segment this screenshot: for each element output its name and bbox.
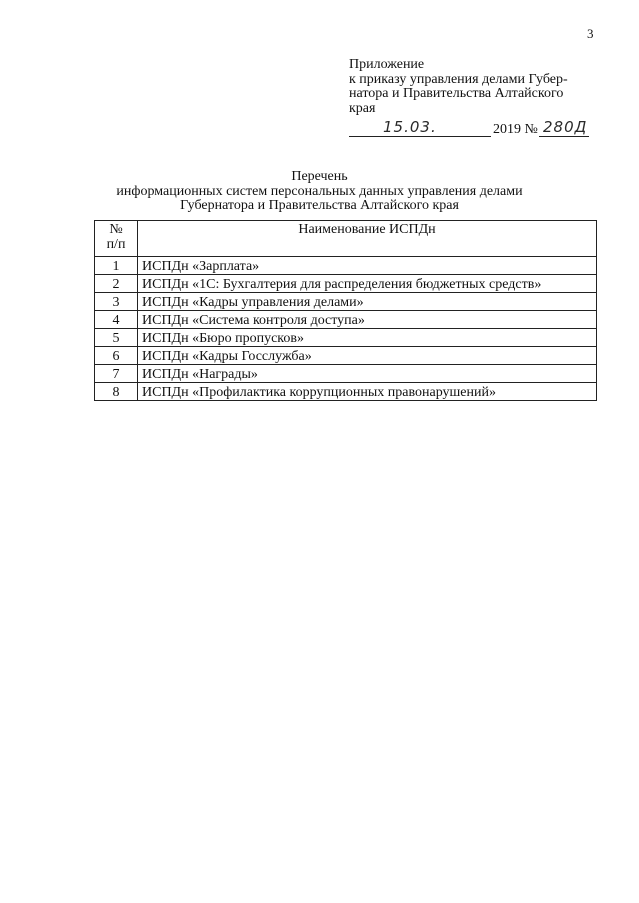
row-system-name: ИСПДн «Кадры управления делами» (138, 293, 597, 311)
heading-line-3: Губернатора и Правительства Алтайского края (180, 198, 459, 213)
appendix-line-3: натора и Правительства Алтайского (349, 86, 564, 101)
appendix-title: Приложение (349, 57, 425, 72)
row-system-name: ИСПДн «Награды» (138, 365, 597, 383)
header-name-cell: Наименование ИСПДн (138, 221, 597, 257)
row-number: 4 (95, 311, 138, 329)
row-number: 2 (95, 275, 138, 293)
row-number: 8 (95, 383, 138, 401)
table-row (95, 311, 597, 329)
appendix-line-4: края (349, 100, 376, 116)
header-number-cell (95, 221, 138, 257)
table-row (95, 257, 597, 275)
row-system-name: ИСПДн «1С: Бухгалтерия для распределения бюджетных средств» (138, 275, 597, 293)
table-row (95, 383, 597, 401)
heading-title: Перечень (291, 169, 348, 184)
heading-line-2: информационных систем персональных данных управления делами (116, 183, 523, 199)
row-number: 3 (95, 293, 138, 311)
header-number-abbrev: п/п (106, 237, 126, 252)
row-number: 5 (95, 329, 138, 347)
order-date-number-line (349, 118, 593, 140)
ispdn-table (94, 220, 597, 401)
row-system-name: ИСПДн «Кадры Госслужба» (138, 347, 597, 365)
row-system-name: ИСПДн «Система контроля доступа» (138, 311, 597, 329)
row-system-name: ИСПДн «Зарплата» (138, 257, 597, 275)
order-number-handwritten: 280Д (543, 118, 588, 136)
table-row (95, 293, 597, 311)
table-row (95, 329, 597, 347)
appendix-block (349, 58, 593, 116)
table-row (95, 347, 597, 365)
row-number: 1 (95, 257, 138, 275)
order-date-handwritten: 15.03. (383, 118, 437, 136)
row-number: 7 (95, 365, 138, 383)
row-number: 6 (95, 347, 138, 365)
order-date-field (349, 120, 491, 137)
document-heading (0, 170, 639, 214)
row-system-name: ИСПДн «Бюро пропусков» (138, 329, 597, 347)
appendix-line-2: к приказу управления делами Губер- (349, 71, 568, 87)
header-number-symbol: № (109, 222, 123, 237)
row-system-name: ИСПДн «Профилактика коррупционных правонарушений» (138, 383, 597, 401)
page-number: 3 (587, 26, 594, 41)
order-year-label: 2019 № (493, 122, 538, 137)
table-row (95, 275, 597, 293)
order-number-field (539, 120, 589, 137)
table-row (95, 365, 597, 383)
table-header-row (95, 221, 597, 257)
